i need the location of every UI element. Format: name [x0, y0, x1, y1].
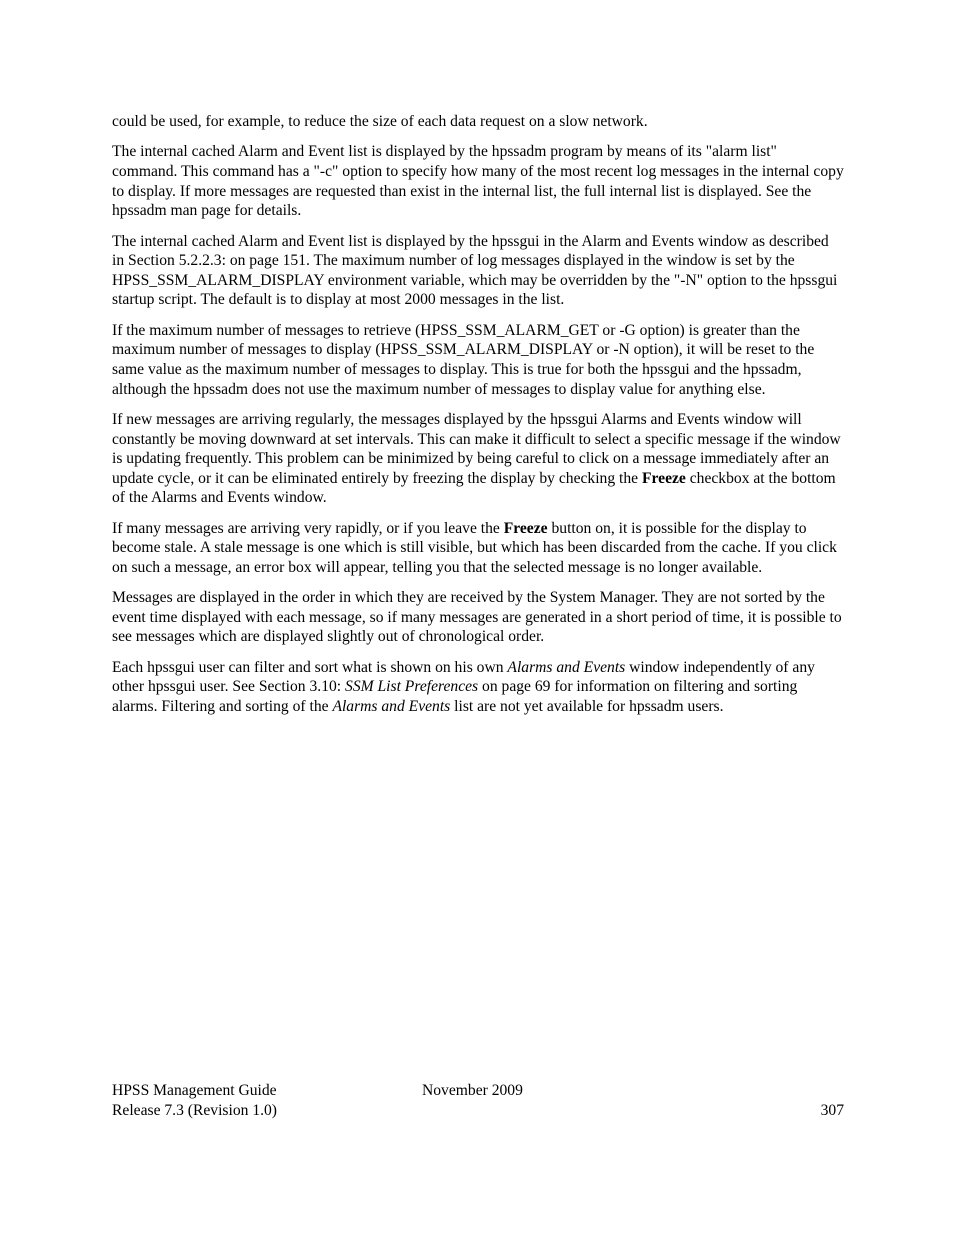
page-footer	[112, 1081, 844, 1121]
freeze-bold-term-2: Freeze	[503, 519, 548, 537]
freeze-bold-term: Freeze	[641, 469, 686, 487]
paragraph-6-text-c: button on, it is possible for the display to become stale. A stale message is one which is still visible, but which has been discarded from the cache. If you click on such a message, an error box will appear, telling you that the selected message is no longer available.	[112, 519, 837, 576]
paragraph-6	[112, 519, 844, 578]
paragraph-5-text-a: If new messages are arriving regularly, the messages displayed by the hpssgui Alarms and Events window will constantly be moving downward at set intervals. This can make it difficult to select a specific message if the window is updating frequently. This problem can be minimized by being careful to click on a message immediately after an update cycle, or it can be eliminated entirely by freezing the display by checking the	[112, 410, 841, 487]
paragraph-7-text: Messages are displayed in the order in which they are received by the System Manager. They are not sorted by the event time displayed with each message, so if many messages are generated in a short period of time, it is possible to see messages which are displayed slightly out of chronological order.	[112, 589, 842, 646]
paragraph-4-text: If the maximum number of messages to retrieve (HPSS_SSM_ALARM_GET or -G option) is greater than the maximum number of messages to display (HPSS_SSM_ALARM_DISPLAY or -N option), it will be reset to the same value as the maximum number of messages to display. This is true for both the hpssgui and the hpssadm, although the hpssadm does not use the maximum number of messages to display value for anything else.	[112, 321, 815, 398]
paragraph-8-text-a: Each hpssgui user can filter and sort what is shown on his own	[112, 658, 508, 676]
footer-row-2	[112, 1101, 844, 1121]
paragraph-3	[112, 232, 844, 310]
paragraph-8-text-g: list are not yet available for hpssadm users.	[450, 698, 724, 716]
paragraph-2	[112, 142, 844, 220]
paragraph-7	[112, 588, 844, 647]
footer-date: November 2009	[422, 1082, 523, 1099]
ssm-list-preferences-link: SSM List Preferences	[345, 678, 479, 696]
alarms-events-italic-2: Alarms and Events	[332, 698, 451, 716]
footer-title: HPSS Management Guide	[112, 1082, 277, 1099]
alarms-events-italic: Alarms and Events	[507, 658, 626, 676]
paragraph-1-text: could be used, for example, to reduce the size of each data request on a slow network.	[112, 113, 648, 130]
paragraph-4	[112, 321, 844, 399]
paragraph-6-text-a: If many messages are arriving very rapidly, or if you leave the	[112, 519, 504, 537]
paragraph-5	[112, 410, 844, 508]
paragraph-8-text-e: on page 69 for information on filtering and sorting alarms. Filtering and sorting of the	[112, 678, 798, 716]
paragraph-8-text-c: window independently of any other hpssgui user. See Section 3.10:	[112, 658, 815, 696]
footer-release: Release 7.3 (Revision 1.0)	[112, 1102, 277, 1119]
paragraph-1	[112, 112, 844, 132]
document-body	[112, 112, 844, 727]
paragraph-3-text: The internal cached Alarm and Event list is displayed by the hpssgui in the Alarm and Events window as described in Section 5.2.2.3: on page 151. The maximum number of log messages displayed in the window is set by the HPSS_SSM_ALARM_DISPLAY environment variable, which may be overridden by the "-N" option to the hpssgui startup script. The default is to display at most 2000 messages in the list.	[112, 232, 838, 309]
paragraph-8	[112, 658, 844, 717]
footer-row-1	[112, 1081, 844, 1101]
paragraph-2-text: The internal cached Alarm and Event list is displayed by the hpssadm program by means of its "alarm list" command. This command has a "-c" option to specify how many of the most recent log messages in the internal copy to display. If more messages are requested than exist in the internal list, the full internal list is displayed. See the hpssadm man page for details.	[112, 143, 844, 220]
page-number: 307	[820, 1102, 844, 1119]
paragraph-5-text-c: checkbox at the bottom of the Alarms and Events window.	[112, 469, 836, 507]
